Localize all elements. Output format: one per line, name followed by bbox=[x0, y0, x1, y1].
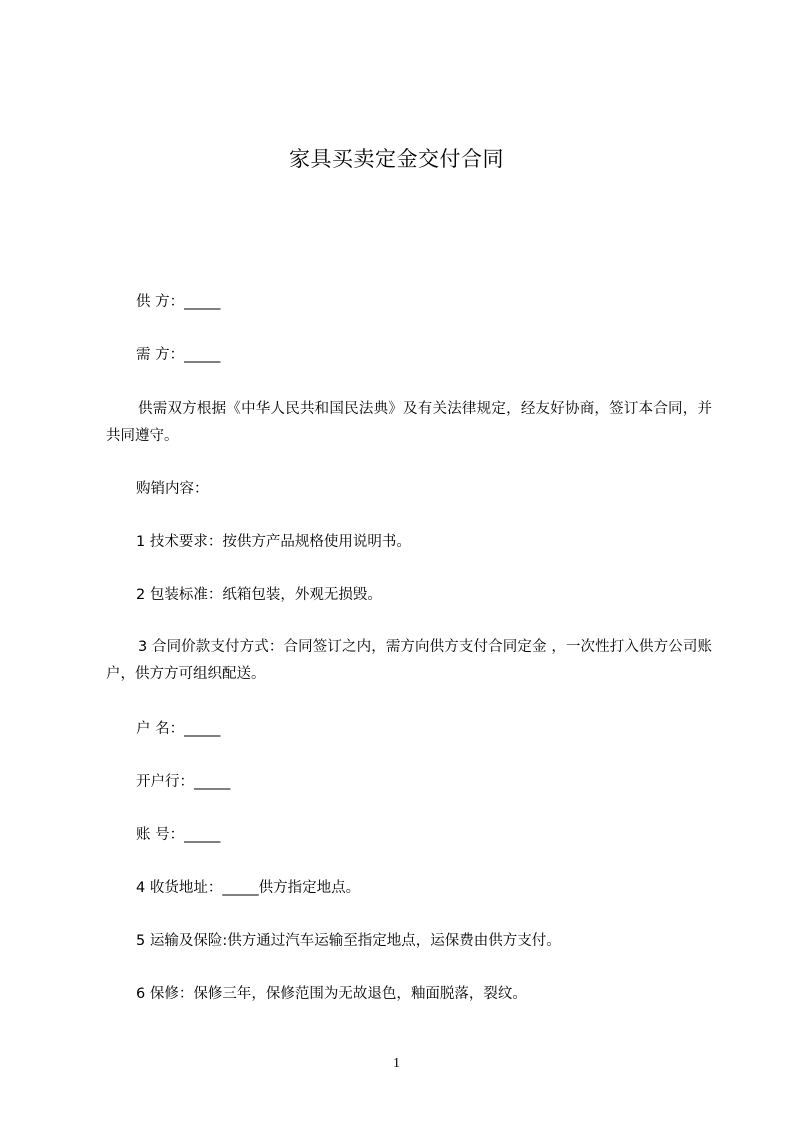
buyer-line: 需 方：_____ bbox=[136, 347, 221, 363]
clause-transport-insurance: 5 运输及保险:供方通过汽车运输至指定地点，运保费由供方支付。 bbox=[136, 933, 561, 949]
account-number-line: 账 号：_____ bbox=[136, 827, 221, 843]
clause-payment: 3 合同价款支付方式：合同签订之内，需方向供方支付合同定金 ，一次性打入供方公司账户，供方方可组织配送。 bbox=[106, 639, 712, 682]
clause-warranty: 6 保修：保修三年，保修范围为无故退色，釉面脱落，裂纹。 bbox=[136, 986, 527, 1002]
supplier-line: 供 方：_____ bbox=[136, 294, 221, 310]
section-heading: 购销内容： bbox=[136, 481, 209, 497]
account-name-line: 户 名：_____ bbox=[136, 721, 221, 737]
clause-technical-requirements: 1 技术要求：按供方产品规格使用说明书。 bbox=[136, 534, 411, 550]
page-number: 1 bbox=[393, 1056, 400, 1071]
intro-paragraph: 供需双方根据《中华人民共和国民法典》及有关法律规定，经友好协商，签订本合同，并共同遵守。 bbox=[106, 401, 712, 444]
document-title: 家具买卖定金交付合同 bbox=[289, 147, 504, 171]
clause-packaging: 2 包装标准：纸箱包装，外观无损毁。 bbox=[136, 587, 382, 603]
bank-line: 开户行：_____ bbox=[136, 774, 231, 790]
clause-delivery-address: 4 收货地址：_____供方指定地点。 bbox=[136, 880, 361, 896]
